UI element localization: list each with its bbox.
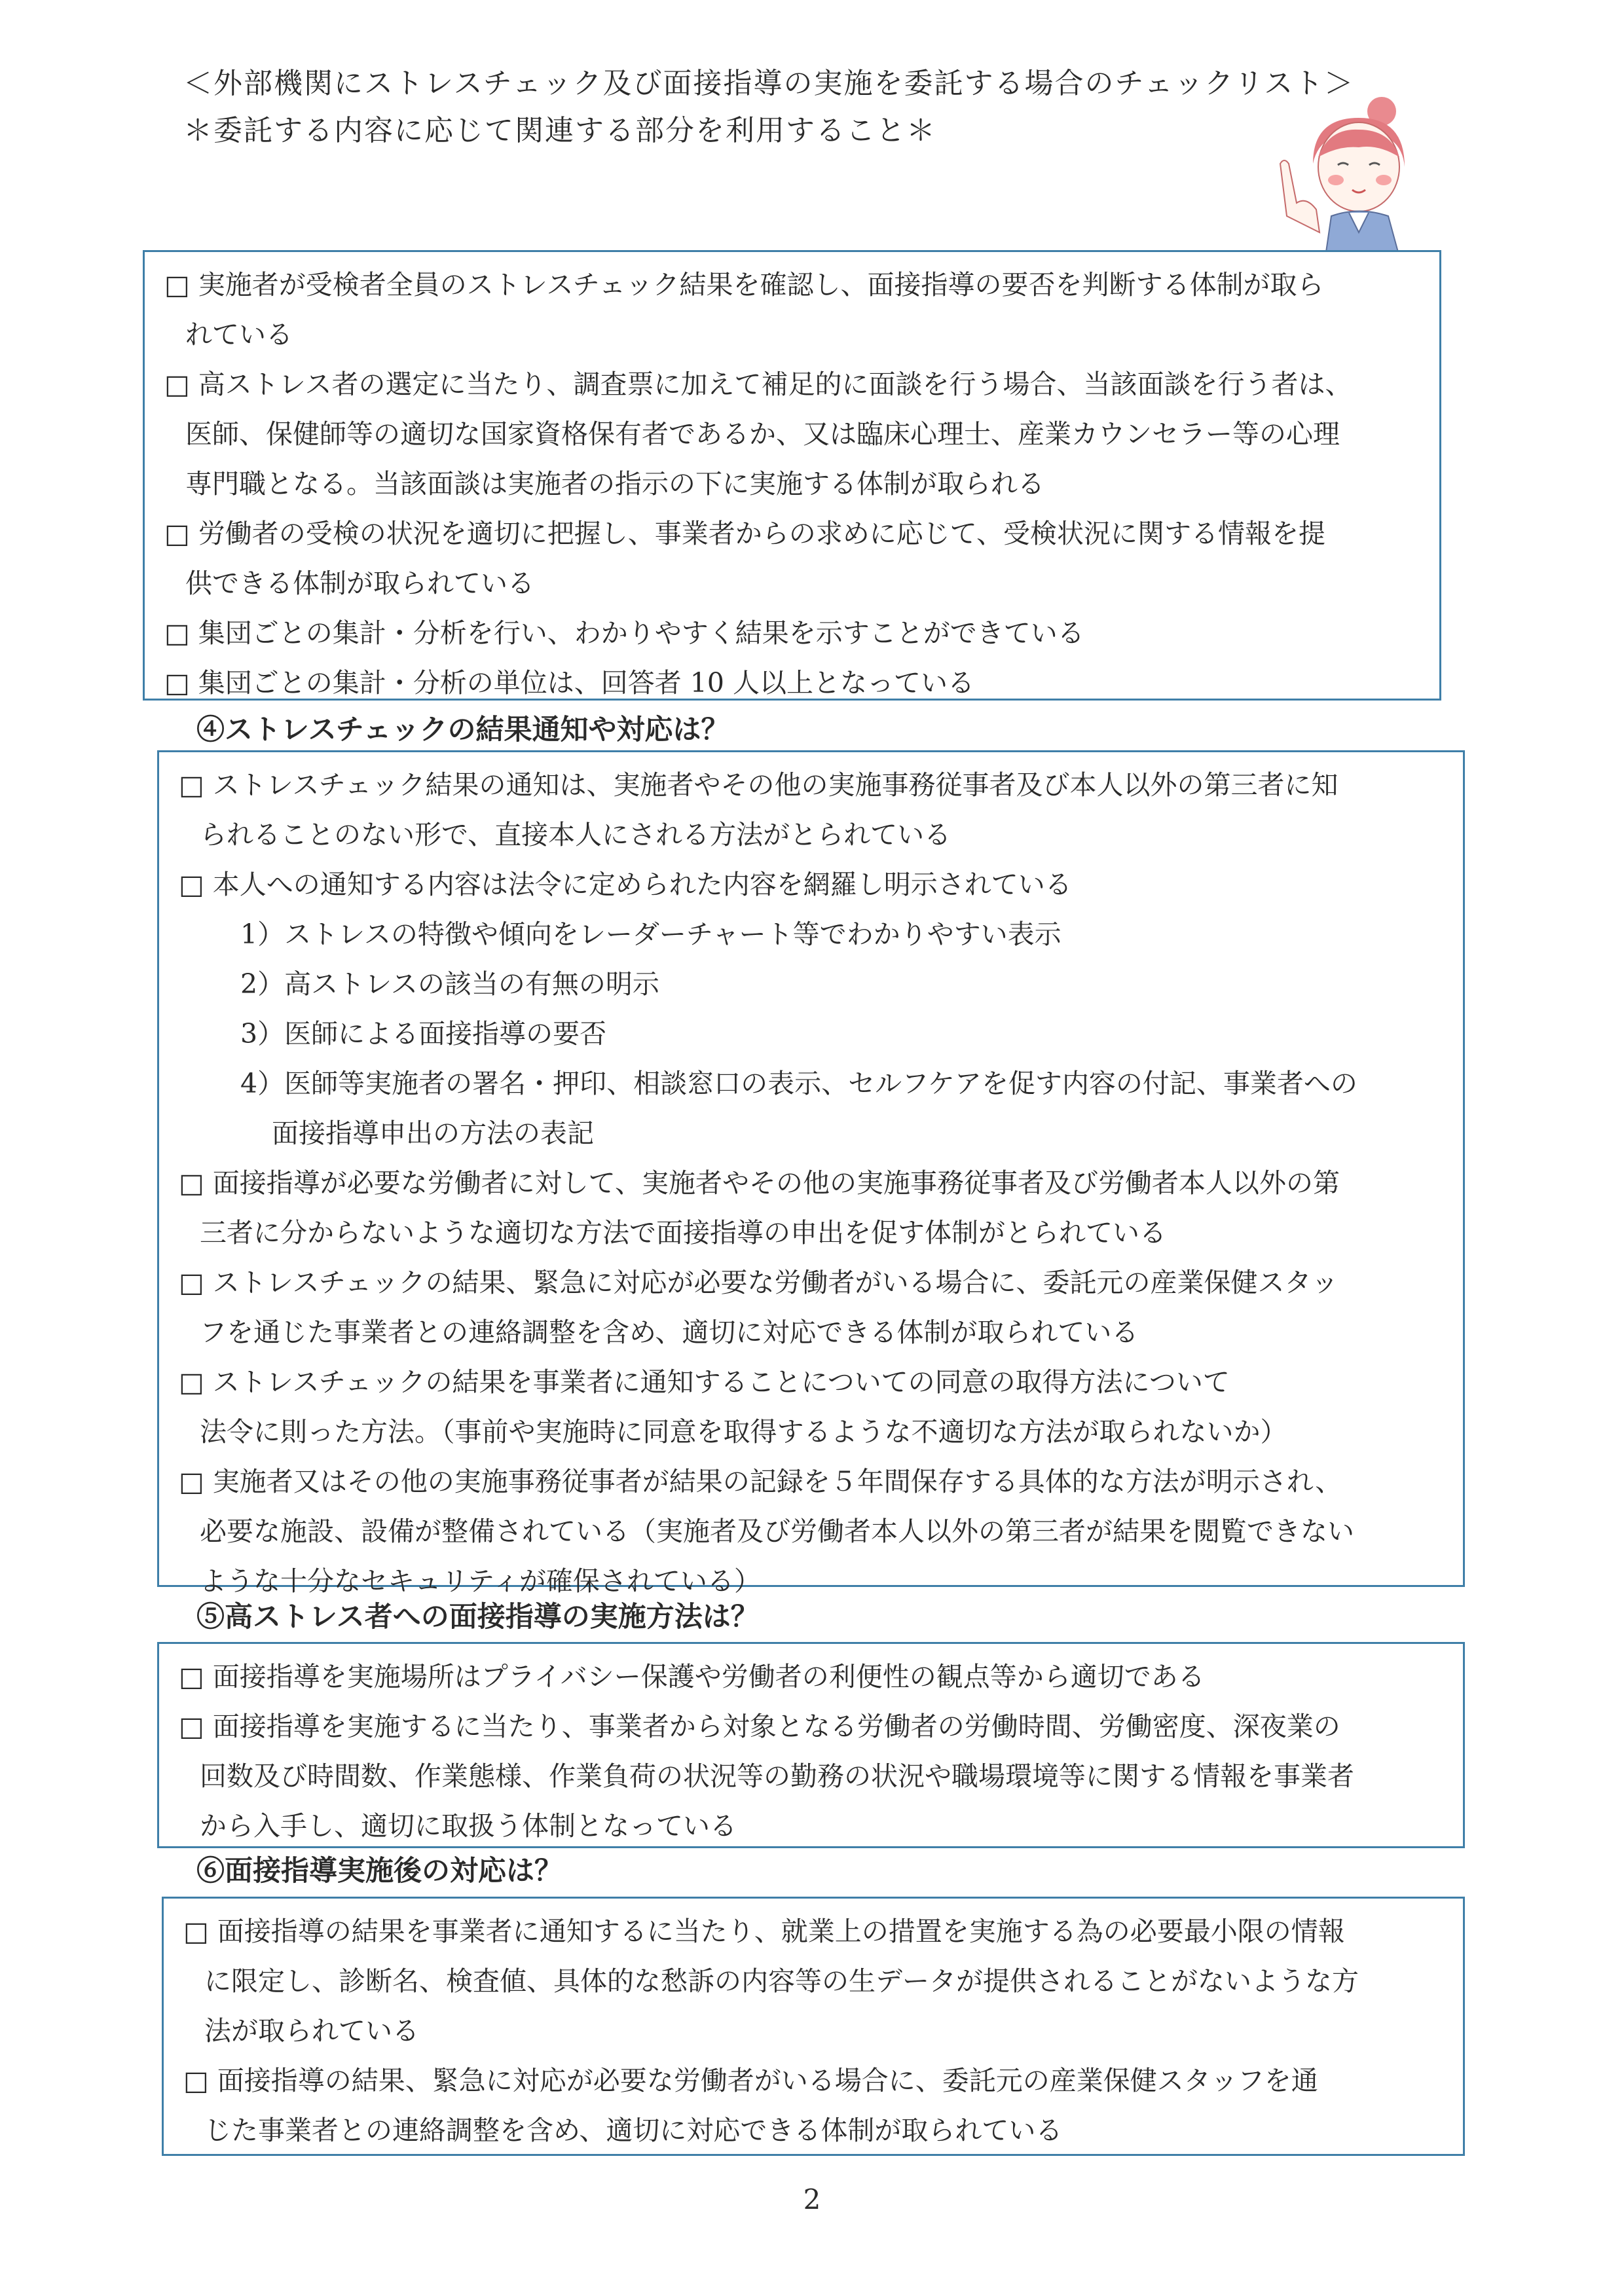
section-5-title: ⑤高ストレス者への面接指導の実施方法は？ xyxy=(196,1601,759,1633)
checklist-item-continued: 必要な施設、設備が整備されている（実施者及び労働者本人以外の第三者が結果を閲覧できない xyxy=(200,1516,1354,1547)
page-header xyxy=(183,60,1354,155)
checklist-item-continued: 法が取られている xyxy=(204,2015,419,2047)
sub-item: 2）高ストレスの該当の有無の明示 xyxy=(240,968,659,1000)
checklist-item-continued: 供できる体制が取られている xyxy=(185,568,534,599)
checklist-title: ＜外部機関にストレスチェック及び面接指導の実施を委託する場合のチェックリスト＞ xyxy=(183,67,1355,100)
checklist-item: □ 高ストレス者の選定に当たり、調査票に加えて補足的に面談を行う場合、当該面談を行う者は、 xyxy=(164,369,1352,400)
section-6-title: ⑥面接指導実施後の対応は？ xyxy=(196,1855,563,1887)
checklist-item-continued: 回数及び時間数、作業態様、作業負荷の状況等の勤務の状況や職場環境等に関する情報を事業者 xyxy=(200,1760,1354,1792)
checklist-item: □ 集団ごとの集計・分析を行い、わかりやすく結果を示すことができている xyxy=(164,617,1084,649)
checklist-item: □ 面接指導が必要な労働者に対して、実施者やその他の実施事務従事者及び労働者本人以外の第 xyxy=(179,1167,1340,1199)
checklist-item-continued: 専門職となる。当該面談は実施者の指示の下に実施する体制が取られる xyxy=(185,468,1044,500)
sub-item-continued: 面接指導申出の方法の表記 xyxy=(272,1118,594,1149)
section-4-title: ④ストレスチェックの結果通知や対応は？ xyxy=(196,714,729,746)
checklist-item: □ 集団ごとの集計・分析の単位は、回答者 10 人以上となっている xyxy=(164,667,975,699)
checklist-item-continued: ような十分なセキュリティが確保されている） xyxy=(200,1565,761,1597)
checklist-item: □ ストレスチェックの結果を事業者に通知することについての同意の取得方法について xyxy=(179,1366,1230,1398)
checklist-item: □ 本人への通知する内容は法令に定められた内容を網羅し明示されている xyxy=(179,869,1072,900)
checklist-item: □ 面接指導の結果を事業者に通知するに当たり、就業上の措置を実施する為の必要最小限の情報 xyxy=(183,1916,1345,1947)
checklist-item-continued: に限定し、診断名、検査値、具体的な愁訴の内容等の生データが提供されることがないような方 xyxy=(204,1965,1359,1997)
page-number: 2 xyxy=(803,2183,821,2215)
checklist-item: □ 面接指導を実施するに当たり、事業者から対象となる労働者の労働時間、労働密度、深夜業の xyxy=(179,1711,1340,1742)
checklist-item: □ 面接指導を実施場所はプライバシー保護や労働者の利便性の観点等から適切である xyxy=(179,1661,1205,1692)
sub-item: 3）医師による面接指導の要否 xyxy=(240,1018,607,1049)
checklist-item: □ ストレスチェック結果の通知は、実施者やその他の実施事務従事者及び本人以外の第三者に知 xyxy=(179,769,1338,801)
checklist-item: □ 面接指導の結果、緊急に対応が必要な労働者がいる場合に、委託元の産業保健スタッフを通 xyxy=(183,2065,1318,2096)
sub-item: 4）医師等実施者の署名・押印、相談窓口の表示、セルフケアを促す内容の付記、事業者への xyxy=(240,1068,1357,1099)
checklist-subtitle: ＊委託する内容に応じて関連する部分を利用すること＊ xyxy=(183,114,936,147)
checklist-item: □ 実施者が受検者全員のストレスチェック結果を確認し、面接指導の要否を判断する体制が取ら xyxy=(164,269,1324,301)
checklist-item-continued: られることのない形で、直接本人にされる方法がとられている xyxy=(200,819,951,850)
checklist-item-continued: フを通じた事業者との連絡調整を含め、適切に対応できる体制が取られている xyxy=(200,1317,1139,1348)
checklist-item: □ ストレスチェックの結果、緊急に対応が必要な労働者がいる場合に、委託元の産業保健スタッ xyxy=(179,1267,1338,1298)
checklist-box-after-interview xyxy=(162,1897,1465,2156)
checklist-item: □ 実施者又はその他の実施事務従事者が結果の記録を５年間保存する具体的な方法が明示され、 xyxy=(179,1466,1342,1497)
checklist-box-interview-method xyxy=(157,1642,1465,1848)
checklist-item-continued: じた事業者との連絡調整を含め、適切に対応できる体制が取られている xyxy=(204,2115,1063,2146)
checklist-item: □ 労働者の受検の状況を適切に把握し、事業者からの求めに応じて、受検状況に関する情報を提 xyxy=(164,518,1325,549)
checklist-box-result-notice xyxy=(157,750,1465,1597)
checklist-item-continued: 法令に則った方法。（事前や実施時に同意を取得するような不適切な方法が取られないか） xyxy=(200,1416,1287,1448)
checklist-item-continued: から入手し、適切に取扱う体制となっている xyxy=(200,1810,737,1842)
checklist-box-implementation xyxy=(143,250,1441,701)
nurse-illustration-icon xyxy=(1267,92,1424,252)
checklist-item-continued: 医師、保健師等の適切な国家資格保有者であるか、又は臨床心理士、産業カウンセラー等の心理 xyxy=(185,418,1340,450)
checklist-item-continued: 三者に分からないような適切な方法で面接指導の申出を促す体制がとられている xyxy=(200,1217,1166,1248)
sub-item: 1）ストレスの特徴や傾向をレーダーチャート等でわかりやすい表示 xyxy=(240,919,1061,950)
checklist-item-continued: れている xyxy=(185,319,293,350)
